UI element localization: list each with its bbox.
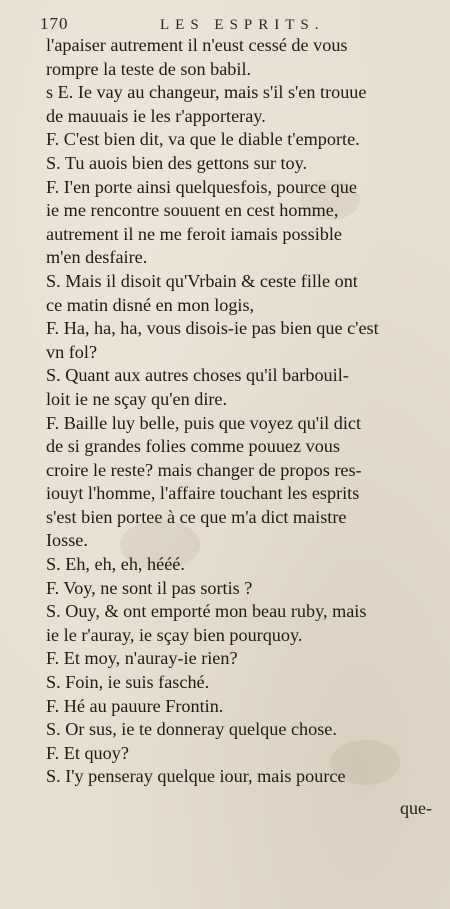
text-line: Iosse. bbox=[46, 530, 88, 551]
text-line: F. I'en porte ainsi quelquesfois, pource que bbox=[46, 176, 357, 197]
text-line: F. Ha, ha, ha, vous disois-ie pas bien que c'est bbox=[46, 318, 379, 339]
text-line: F. Et moy, n'auray-ie rien? bbox=[46, 648, 238, 669]
text-line: ie me rencontre souuent en cest homme, bbox=[46, 200, 339, 221]
running-head bbox=[40, 14, 410, 36]
text-line: ie le r'auray, ie sçay bien pourquoy. bbox=[46, 624, 303, 645]
text-line: S. Mais il disoit qu'Vrbain & ceste fille ont bbox=[46, 270, 358, 291]
text-line: S. Ouy, & ont emporté mon beau ruby, mais bbox=[46, 601, 367, 622]
text-line: S. Eh, eh, eh, hééé. bbox=[46, 554, 185, 575]
text-line: S. Or sus, ie te donneray quelque chose. bbox=[46, 719, 337, 740]
text-line: croire le reste? mais changer de propos res- bbox=[46, 459, 362, 480]
text-line: s E. Ie vay au changeur, mais s'il s'en trouue bbox=[46, 82, 367, 103]
text-line: F. Et quoy? bbox=[46, 742, 129, 763]
text-line: F. Hé au pauure Frontin. bbox=[46, 695, 224, 716]
text-line: l'apaiser autrement il n'eust cessé de vous bbox=[46, 35, 348, 55]
text-line: S. Foin, ie suis fasché. bbox=[46, 672, 210, 693]
text-line: de mauuais ie les r'apporteray. bbox=[46, 105, 266, 126]
text-line: ce matin disné en mon logis, bbox=[46, 294, 255, 315]
text-line: vn fol? bbox=[46, 341, 98, 362]
text-line: F. Voy, ne sont il pas sortis ? bbox=[46, 577, 253, 598]
text-line: s'est bien portee à ce que m'a dict maistre bbox=[46, 506, 347, 527]
page-number: 170 bbox=[40, 14, 69, 33]
text-line: rompre la teste de son babil. bbox=[46, 58, 252, 79]
text-line: iouyt l'homme, l'affaire touchant les esprits bbox=[46, 483, 360, 504]
text-line: F. Baille luy belle, puis que voyez qu'il dict bbox=[46, 412, 361, 433]
text-line: m'en desfaire. bbox=[46, 247, 148, 268]
text-line: autrement il ne me feroit iamais possible bbox=[46, 223, 342, 244]
dialogue-text bbox=[46, 34, 426, 789]
text-line: F. C'est bien dit, va que le diable t'emporte. bbox=[46, 129, 360, 150]
text-line: S. Tu auois bien des gettons sur toy. bbox=[46, 152, 308, 173]
running-title: LES ESPRITS. bbox=[160, 17, 325, 33]
text-line: S. Quant aux autres choses qu'il barbouil- bbox=[46, 365, 349, 386]
catchword: que- bbox=[400, 798, 432, 818]
text-line: de si grandes folies comme pouuez vous bbox=[46, 436, 340, 457]
text-line: loit ie ne sçay qu'en dire. bbox=[46, 388, 228, 409]
text-line: S. I'y penseray quelque iour, mais pource bbox=[46, 766, 346, 787]
